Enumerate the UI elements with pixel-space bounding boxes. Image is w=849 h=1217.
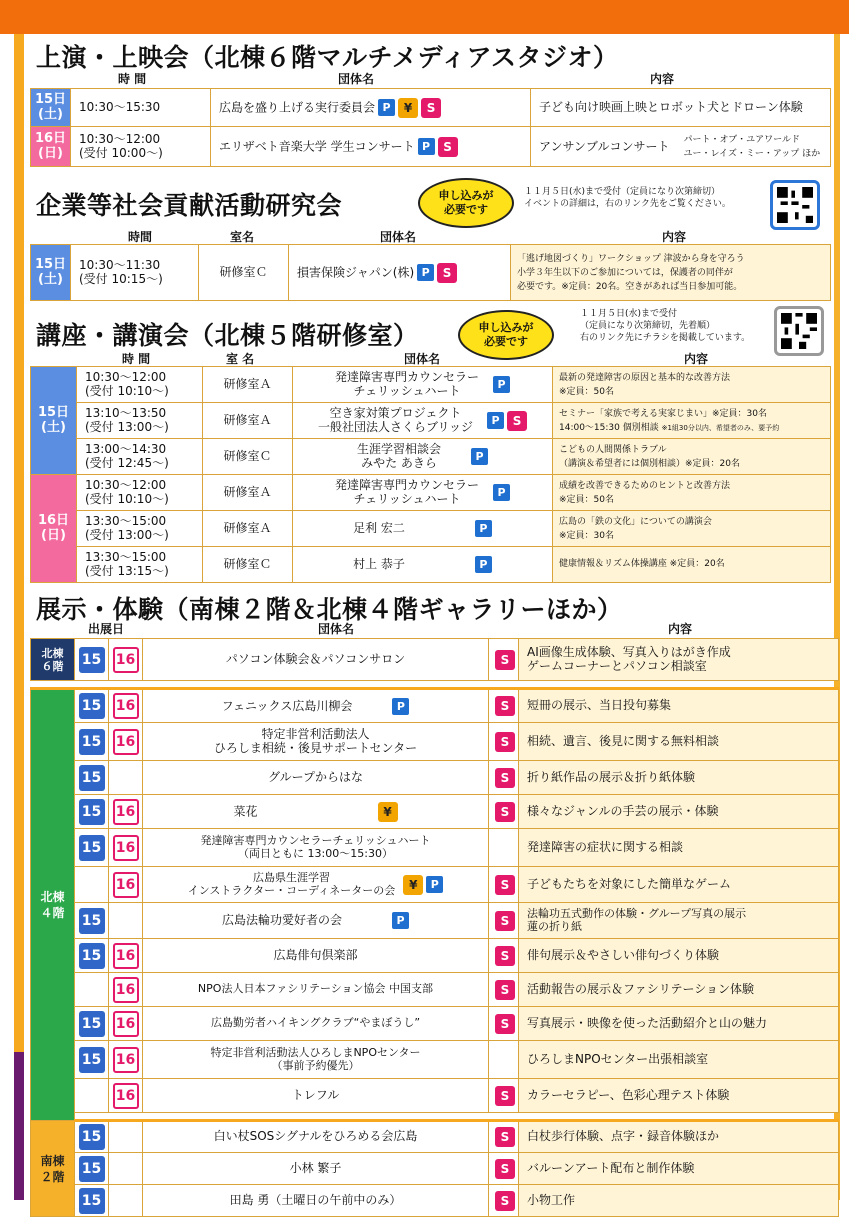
divider: [75, 1113, 839, 1121]
icon-cell: [489, 639, 519, 681]
icon-cell: [489, 761, 519, 795]
day16-cell: [109, 903, 143, 939]
org-cell: 発達障害専門カウンセラーチェリッシュハート （両日ともに 13:00〜15:30）: [143, 829, 489, 867]
parking-icon: P: [426, 876, 443, 893]
day15-cell: [75, 1121, 109, 1153]
s3-col-time: 時 間: [122, 352, 151, 366]
org-cell: 損害保険ジャパン(株) P S: [289, 245, 511, 301]
yen-icon: ¥: [403, 875, 423, 895]
content-cell: 「逃げ地図づくり」ワークショップ 津波から身を守ろう 小学３年生以下のご参加については，保護者の同伴が 必要です。※定員：20名。空きがあれば当日参加可能。: [511, 245, 831, 301]
day16-badge: 16: [113, 799, 139, 825]
org-cell: パソコン体験会＆パソコンサロン: [143, 639, 489, 681]
qr-code-icon[interactable]: [770, 180, 820, 230]
room-cell: 研修室Ａ: [203, 511, 293, 547]
s-icon: S: [495, 696, 515, 716]
day16-badge: 16: [113, 1011, 139, 1037]
time-cell: 13:10〜13:50 (受付 13:00〜): [77, 403, 203, 439]
table-row: [31, 939, 839, 973]
table-row: [31, 475, 831, 511]
org-cell: 特定非営利活動法人ひろしまNPOセンター （事前予約優先）: [143, 1041, 489, 1079]
table-row: [31, 439, 831, 475]
org-cell: 田島 勇（土曜日の午前中のみ）: [143, 1185, 489, 1217]
table-row: [31, 547, 831, 583]
table-row: [31, 973, 839, 1007]
table-row: [31, 1041, 839, 1079]
content-cell: 俳句展示＆やさしい俳句づくり体験: [519, 939, 839, 973]
s3-col-content: 内容: [684, 352, 709, 366]
icon-cell: [489, 1185, 519, 1217]
s-icon: S: [495, 1159, 515, 1179]
parking-icon: P: [487, 412, 504, 429]
s-icon: S: [495, 650, 515, 670]
s2-col-content: 内容: [662, 230, 687, 244]
content-cell: バルーンアート配布と制作体験: [519, 1153, 839, 1185]
s3-table: [30, 366, 831, 583]
day15-cell: [75, 973, 109, 1007]
s-icon: S: [495, 1191, 515, 1211]
day15-badge: 15: [79, 799, 105, 825]
day-cell: 15日 (土): [31, 367, 77, 475]
content-cell: ひろしまNPOセンター出張相談室: [519, 1041, 839, 1079]
day15-cell: [75, 1007, 109, 1041]
s1-table: [30, 88, 831, 167]
content-cell: 相続、遺言、後見に関する無料相談: [519, 723, 839, 761]
room-cell: 研修室Ａ: [203, 367, 293, 403]
org-cell: 村上 恭子 P: [293, 547, 553, 583]
org-cell: 広島法輪功愛好者の会 P: [143, 903, 489, 939]
day15-badge: 15: [79, 1188, 105, 1214]
table-row: [31, 723, 839, 761]
s-icon: S: [495, 768, 515, 788]
icon-cell: [489, 939, 519, 973]
icon-cell: [489, 1153, 519, 1185]
day-cell: 16日 (日): [31, 127, 71, 167]
day15-badge: 15: [79, 1156, 105, 1182]
day15-cell: [75, 795, 109, 829]
content-cell: セミナー「家族で考える実家じまい」※定員：30名 14:00〜15:30 個別相談 ※1組30分以内、希望者のみ、要予約: [553, 403, 831, 439]
day16-cell: [109, 867, 143, 903]
content-cell: 子ども向け映画上映とロボット犬とドローン体験: [531, 89, 831, 127]
day15-cell: [75, 761, 109, 795]
room-cell: 研修室Ｃ: [199, 245, 289, 301]
table-row: [31, 795, 839, 829]
floor-label-south2: 南棟 ２階: [31, 1121, 75, 1217]
parking-icon: P: [471, 448, 488, 465]
icon-cell: [489, 795, 519, 829]
icon-cell: [489, 867, 519, 903]
yen-icon: ¥: [378, 802, 398, 822]
s-icon: S: [495, 802, 515, 822]
time-cell: 10:30〜12:00 (受付 10:10〜): [77, 367, 203, 403]
s4-col-content: 内容: [668, 622, 693, 636]
content-cell: 発達障害の症状に関する相談: [519, 829, 839, 867]
day15-badge: 15: [79, 729, 105, 755]
time-cell: 13:00〜14:30 (受付 12:45〜): [77, 439, 203, 475]
s2-col-time: 時間: [128, 230, 153, 244]
content-cell: 白杖歩行体験、点字・録音体験ほか: [519, 1121, 839, 1153]
day15-cell: [75, 903, 109, 939]
time-cell: 13:30〜15:00 (受付 13:00〜): [77, 511, 203, 547]
icon-cell: [489, 1041, 519, 1079]
day15-cell: [75, 1041, 109, 1079]
content-cell: 折り紙作品の展示＆折り紙体験: [519, 761, 839, 795]
parking-icon: P: [418, 138, 435, 155]
time-cell: 10:30〜15:30: [71, 89, 211, 127]
s4-col-org: 団体名: [318, 622, 355, 636]
icon-cell: [489, 903, 519, 939]
table-row: [31, 511, 831, 547]
left-border-purple: [14, 1052, 24, 1200]
s2-note: １１月５日(水)まで受付（定員になり次第締切） イベントの詳細は，右のリンク先をご覧ください。: [524, 187, 731, 209]
s1-col-content: 内容: [650, 72, 675, 86]
section1-title: 上演・上映会（北棟６階マルチメディアスタジオ）: [36, 43, 619, 72]
table-row: [31, 1121, 839, 1153]
s1-col-time: 時 間: [118, 72, 147, 86]
s3-col-org: 団体名: [404, 352, 441, 366]
org-cell: 足利 宏二 P: [293, 511, 553, 547]
day-cell: 16日 (日): [31, 475, 77, 583]
s3-col-room: 室 名: [226, 352, 255, 366]
parking-icon: P: [378, 99, 395, 116]
day16-badge: 16: [113, 835, 139, 861]
day16-cell: [109, 639, 143, 681]
content-cell: 法輪功五式動作の体験・グループ写真の展示 蓮の折り紙: [519, 903, 839, 939]
org-cell: 生涯学習相談会 みやた あきら P: [293, 439, 553, 475]
section2-title: 企業等社会貢献活動研究会: [36, 191, 343, 220]
section3-title: 講座・講演会（北棟５階研修室）: [36, 321, 419, 350]
time-cell: 13:30〜15:00 (受付 13:15〜): [77, 547, 203, 583]
day-cell: 15日 (土): [31, 89, 71, 127]
s-icon: S: [421, 98, 441, 118]
time-cell: 10:30〜12:00 (受付 10:00〜): [71, 127, 211, 167]
org-cell: 小林 繁子: [143, 1153, 489, 1185]
room-cell: 研修室Ａ: [203, 403, 293, 439]
icon-cell: [489, 689, 519, 723]
table-row: [31, 127, 831, 167]
content-cell: アンサンブルコンサート パート・オブ・ユアワールド ユー・レイズ・ミー・アップ ほか: [531, 127, 831, 167]
icon-cell: [489, 1079, 519, 1113]
icon-cell: [489, 829, 519, 867]
icon-cell: [489, 1121, 519, 1153]
qr-code-icon[interactable]: [774, 306, 824, 356]
day15-badge: 15: [79, 1047, 105, 1073]
day16-cell: [109, 1007, 143, 1041]
s2-table: [30, 244, 831, 301]
table-row: [31, 403, 831, 439]
day15-badge: 15: [79, 693, 105, 719]
divider: [31, 681, 839, 689]
floor-label-north6: 北棟 ６階: [31, 639, 75, 681]
s1-col-org: 団体名: [338, 72, 375, 86]
day15-cell: [75, 723, 109, 761]
day15-cell: [75, 1079, 109, 1113]
s-icon: S: [495, 875, 515, 895]
table-row: [31, 1007, 839, 1041]
table-row: [31, 761, 839, 795]
org-cell: グループからはな: [143, 761, 489, 795]
content-cell: AI画像生成体験、写真入りはがき作成 ゲームコーナーとパソコン相談室: [519, 639, 839, 681]
floor-label-north4: 北棟 ４階: [31, 689, 75, 1121]
parking-icon: P: [417, 264, 434, 281]
time-cell: 10:30〜12:00 (受付 10:10〜): [77, 475, 203, 511]
day15-cell: [75, 867, 109, 903]
content-cell: 活動報告の展示＆ファシリテーション体験: [519, 973, 839, 1007]
s-icon: S: [495, 1014, 515, 1034]
day16-badge: 16: [113, 693, 139, 719]
day15-badge: 15: [79, 647, 105, 673]
s-icon: S: [495, 1127, 515, 1147]
parking-icon: P: [493, 376, 510, 393]
s-icon: S: [495, 946, 515, 966]
yen-icon: ¥: [398, 98, 418, 118]
content-cell: こどもの人間関係トラブル （講演＆希望者には個別相談）※定員：20名: [553, 439, 831, 475]
org-cell: 特定非営利活動法人 ひろしま相続・後見サポートセンター: [143, 723, 489, 761]
room-cell: 研修室Ｃ: [203, 439, 293, 475]
content-cell: 広島の「鉄の文化」についての講演会 ※定員：30名: [553, 511, 831, 547]
org-cell: 発達障害専門カウンセラー チェリッシュハート P: [293, 475, 553, 511]
content-cell: 健康情報＆リズム体操講座 ※定員：20名: [553, 547, 831, 583]
table-row: [31, 639, 839, 681]
s-icon: S: [437, 263, 457, 283]
day16-badge: 16: [113, 729, 139, 755]
day15-badge: 15: [79, 765, 105, 791]
s-icon: S: [507, 411, 527, 431]
table-row: [31, 829, 839, 867]
s2-apply-bubble: 申し込みが 必要です: [418, 178, 514, 228]
parking-icon: P: [392, 912, 409, 929]
day16-cell: [109, 689, 143, 723]
s-icon: S: [495, 732, 515, 752]
org-cell: 菜花 ¥: [143, 795, 489, 829]
day16-badge: 16: [113, 943, 139, 969]
org-cell: 発達障害専門カウンセラー チェリッシュハート P: [293, 367, 553, 403]
day16-cell: [109, 973, 143, 1007]
section4-title: 展示・体験（南棟２階＆北棟４階ギャラリーほか）: [36, 595, 623, 624]
table-row: [31, 1153, 839, 1185]
content-cell: 小物工作: [519, 1185, 839, 1217]
org-cell: 白い杖SOSシグナルをひろめる会広島: [143, 1121, 489, 1153]
table-row: [31, 367, 831, 403]
icon-cell: [489, 1007, 519, 1041]
s-icon: S: [495, 980, 515, 1000]
table-row: [31, 1079, 839, 1113]
day16-badge: 16: [113, 647, 139, 673]
s3-apply-bubble: 申し込みが 必要です: [458, 310, 554, 360]
org-cell: 広島勤労者ハイキングクラブ“やまぼうし”: [143, 1007, 489, 1041]
top-banner: [0, 0, 849, 34]
day16-cell: [109, 723, 143, 761]
s2-col-room: 室名: [230, 230, 255, 244]
parking-icon: P: [493, 484, 510, 501]
org-cell: 空き家対策プロジェクト 一般社団法人さくらブリッジ P S: [293, 403, 553, 439]
day16-badge: 16: [113, 1047, 139, 1073]
org-cell: 広島を盛り上げる実行委員会 P ¥ S: [211, 89, 531, 127]
icon-cell: [489, 723, 519, 761]
s-icon: S: [438, 137, 458, 157]
day15-badge: 15: [79, 1124, 105, 1150]
content-cell: 最新の発達障害の原因と基本的な改善方法 ※定員：50名: [553, 367, 831, 403]
parking-icon: P: [475, 520, 492, 537]
day15-badge: 15: [79, 1011, 105, 1037]
table-row: [31, 89, 831, 127]
day16-cell: [109, 1153, 143, 1185]
day-cell: 15日 (土): [31, 245, 71, 301]
s-icon: S: [495, 1086, 515, 1106]
table-row: [31, 689, 839, 723]
content-cell: 写真展示・映像を使った活動紹介と山の魅力: [519, 1007, 839, 1041]
table-row: [31, 1185, 839, 1217]
day15-cell: [75, 1185, 109, 1217]
day15-badge: 15: [79, 908, 105, 934]
content-cell: 子どもたちを対象にした簡単なゲーム: [519, 867, 839, 903]
day15-badge: 15: [79, 835, 105, 861]
day15-cell: [75, 1153, 109, 1185]
time-cell: 10:30〜11:30 (受付 10:15〜): [71, 245, 199, 301]
day16-cell: [109, 939, 143, 973]
org-cell: エリザベト音楽大学 学生コンサート P S: [211, 127, 531, 167]
parking-icon: P: [475, 556, 492, 573]
table-row: [31, 867, 839, 903]
day16-cell: [109, 1121, 143, 1153]
s2-col-org: 団体名: [380, 230, 417, 244]
day16-badge: 16: [113, 977, 139, 1003]
room-cell: 研修室Ｃ: [203, 547, 293, 583]
content-cell: 様々なジャンルの手芸の展示・体験: [519, 795, 839, 829]
room-cell: 研修室Ａ: [203, 475, 293, 511]
org-cell: NPO法人日本ファシリテーション協会 中国支部: [143, 973, 489, 1007]
day16-cell: [109, 1041, 143, 1079]
parking-icon: P: [392, 698, 409, 715]
table-row: [31, 903, 839, 939]
day16-cell: [109, 829, 143, 867]
day15-cell: [75, 689, 109, 723]
day16-cell: [109, 1185, 143, 1217]
icon-cell: [489, 973, 519, 1007]
org-cell: フェニックス広島川柳会 P: [143, 689, 489, 723]
content-cell: カラーセラピー、色彩心理テスト体験: [519, 1079, 839, 1113]
content-cell: 成績を改善できるためのヒントと改善方法 ※定員：50名: [553, 475, 831, 511]
day16-cell: [109, 1079, 143, 1113]
day15-badge: 15: [79, 943, 105, 969]
content-cell: 短冊の展示、当日投句募集: [519, 689, 839, 723]
org-cell: 広島俳句倶楽部: [143, 939, 489, 973]
day15-cell: [75, 829, 109, 867]
s4-col-day: 出展日: [88, 622, 125, 636]
s3-note: １１月５日(水)まで受付 （定員になり次第締切，先着順） 右のリンク先にチラシを掲載しています。: [580, 309, 751, 343]
org-cell: トレフル: [143, 1079, 489, 1113]
day16-badge: 16: [113, 1083, 139, 1109]
s-icon: S: [495, 911, 515, 931]
left-border: [14, 34, 24, 1054]
s4-table: [30, 638, 839, 1217]
day16-cell: [109, 761, 143, 795]
day16-badge: 16: [113, 872, 139, 898]
day15-cell: [75, 939, 109, 973]
table-row: [31, 245, 831, 301]
org-cell: 広島県生涯学習 インストラクター・コーディネーターの会 ¥ P: [143, 867, 489, 903]
day15-cell: [75, 639, 109, 681]
day16-cell: [109, 795, 143, 829]
